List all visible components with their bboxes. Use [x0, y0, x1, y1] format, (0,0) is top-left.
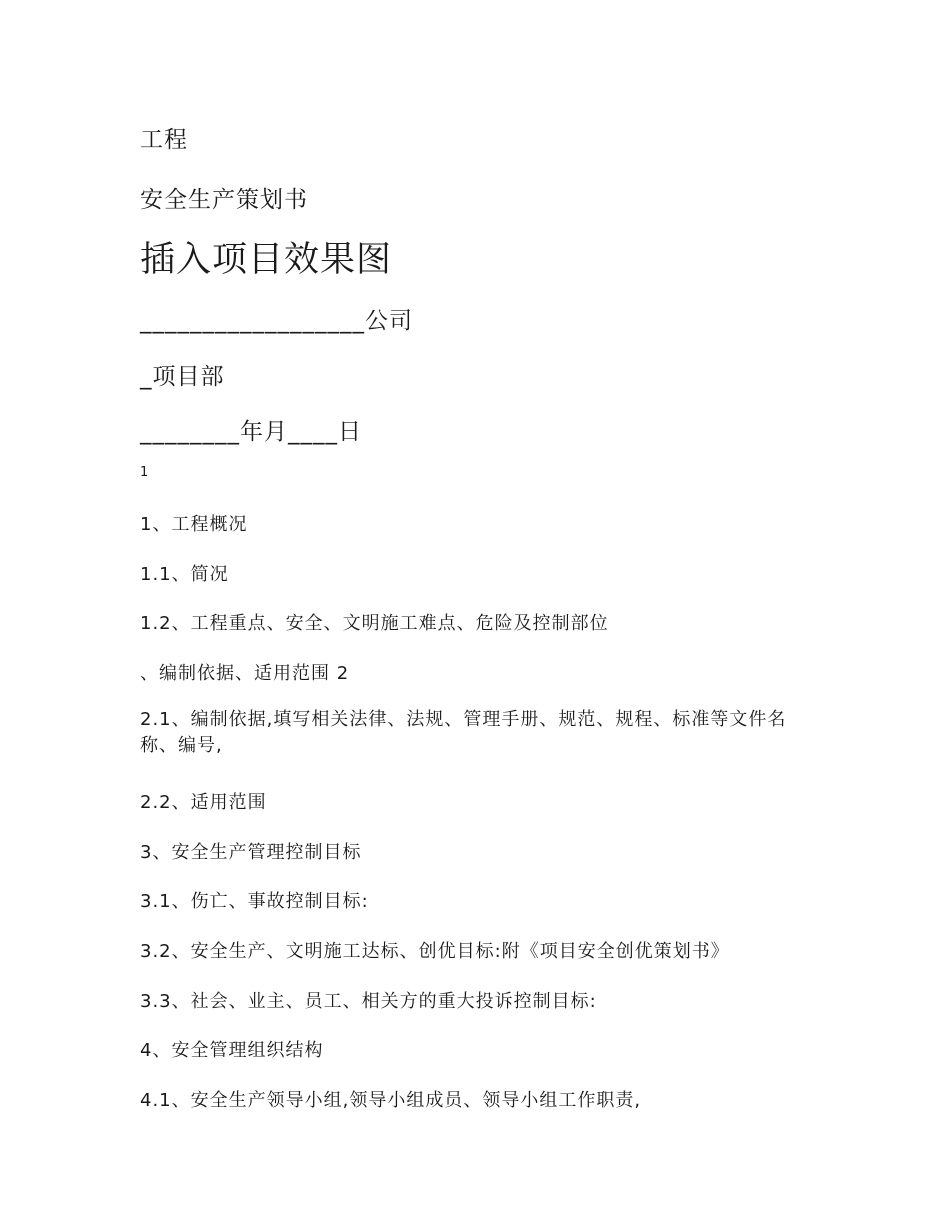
- toc-item: 3.3、社会、业主、员工、相关方的重大投诉控制目标:: [140, 991, 597, 1012]
- date-line: ________年月____日: [140, 419, 362, 445]
- toc-item: 2.1、编制依据,填写相关法律、法规、管理手册、规范、规程、标准等文件名称、编号,: [140, 709, 787, 756]
- department-line: _项目部: [140, 364, 225, 390]
- cover-title-line2: 安全生产策划书: [140, 187, 308, 213]
- toc-item: 1.1、简况: [140, 564, 229, 585]
- image-placeholder-text: 插入项目效果图: [140, 240, 393, 280]
- toc-item: 、编制依据、适用范围 2: [140, 663, 350, 684]
- toc-item: 1、工程概况: [140, 514, 248, 535]
- toc-item: 4、安全管理组织结构: [140, 1040, 324, 1061]
- toc-item: 2.2、适用范围: [140, 792, 267, 813]
- toc-item: 3.1、伤亡、事故控制目标:: [140, 891, 369, 912]
- toc-item: 3、安全生产管理控制目标: [140, 842, 362, 863]
- toc-item: 1.2、工程重点、安全、文明施工难点、危险及控制部位: [140, 613, 609, 634]
- toc-item: 4.1、安全生产领导小组,领导小组成员、领导小组工作职责,: [140, 1090, 642, 1111]
- cover-title-line1: 工程: [140, 127, 188, 153]
- toc-item: 3.2、安全生产、文明施工达标、创优目标:附《项目安全创优策划书》: [140, 941, 730, 962]
- company-line: __________________公司: [140, 308, 413, 334]
- page-number: 1: [140, 465, 149, 480]
